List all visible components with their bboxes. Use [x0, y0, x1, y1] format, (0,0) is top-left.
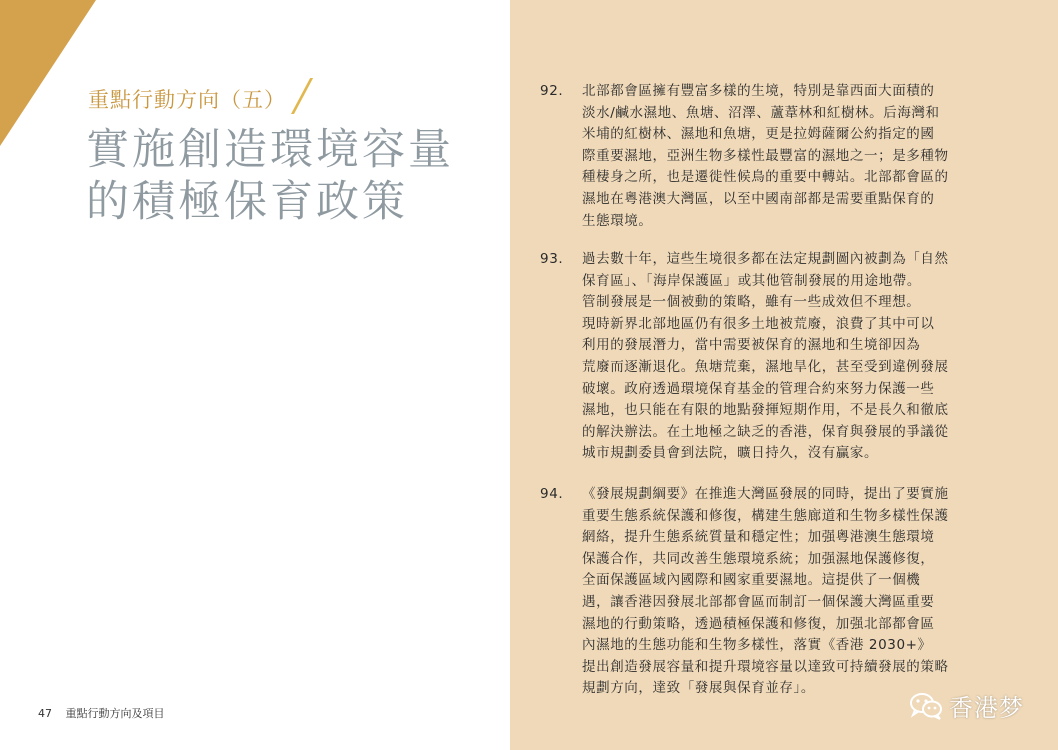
watermark [909, 688, 1024, 723]
paragraph-line: 提出創造發展容量和提升環境容量以達致可持續發展的策略 [582, 658, 949, 675]
paragraph-line: 種棲身之所，也是遷徙性候鳥的重要中轉站。北部都會區的 [582, 169, 949, 186]
paragraph-line: 破壞。政府透過環境保育基金的管理合約來努力保護一些 [582, 380, 935, 397]
title-line: 的積極保育政策 [86, 177, 408, 227]
page-footer [38, 705, 165, 721]
paragraph-line: 生態環境。 [582, 212, 653, 229]
gold-corner-triangle [0, 0, 96, 146]
paragraph-line: 際重要濕地，亞洲生物多樣性最豐富的濕地之一；是多種物 [582, 147, 949, 164]
paragraph-line: 《發展規劃綱要》在推進大灣區發展的同時，提出了要實施 [582, 486, 949, 502]
paragraph-line: 淡水/鹹水濕地、魚塘、沼澤、蘆葦林和紅樹林。后海灣和 [582, 104, 940, 121]
paragraph-line: 荒廢而逐漸退化。魚塘荒棄，濕地旱化，甚至受到違例發展 [582, 358, 949, 375]
title-line: 實施創造環境容量 [86, 125, 454, 175]
paragraph-92 [540, 81, 972, 232]
paragraph-number: 93. [540, 251, 564, 267]
paragraph-line: 利用的發展潛力，當中需要被保育的濕地和生境卻因為 [582, 337, 921, 354]
footer-section-name: 重點行動方向及項目 [65, 707, 165, 720]
paragraph-line: 規劃方向，達致「發展與保育並存」。 [582, 680, 815, 697]
page-number: 47 [38, 707, 52, 720]
paragraph-line: 遇，讓香港因發展北部都會區而制訂一個保護大灣區重要 [582, 593, 935, 610]
paragraph-line: 現時新界北部地區仍有很多土地被荒廢，浪費了其中可以 [582, 315, 935, 332]
watermark-text: 香港梦 [949, 694, 1024, 722]
paragraph-line: 的解決辦法。在土地極之缺乏的香港，保育與發展的爭議從 [582, 423, 949, 440]
left-page [0, 0, 510, 750]
paragraph-93 [540, 249, 972, 465]
wechat-icon [909, 692, 943, 720]
paragraph-line: 過去數十年，這些生境很多都在法定規劃圖內被劃為「自然 [582, 251, 949, 267]
paragraph-number: 92. [540, 83, 564, 99]
paragraph-line: 保護合作，共同改善生態環境系統；加强濕地保護修復， [582, 550, 935, 567]
paragraph-94 [540, 484, 972, 700]
paragraph-line: 保育區」、「海岸保護區」或其他管制發展的用途地帶。 [582, 272, 921, 289]
paragraph-line: 重要生態系統保護和修復，構建生態廊道和生物多樣性保護 [582, 507, 949, 524]
right-page [510, 0, 1058, 750]
paragraph-line: 網絡，提升生態系統質量和穩定性；加强粵港澳生態環境 [582, 529, 935, 546]
paragraph-number: 94. [540, 486, 564, 502]
paragraph-line: 濕地在粵港澳大灣區，以至中國南部都是需要重點保育的 [582, 190, 935, 207]
paragraph-line: 城市規劃委員會到法院，曠日持久，沒有贏家。 [582, 445, 879, 462]
paragraph-line: 米埔的紅樹林、濕地和魚塘，更是拉姆薩爾公約指定的國 [582, 126, 935, 143]
paragraph-line: 濕地，也只能在有限的地點發揮短期作用，不是長久和徹底 [582, 402, 949, 419]
paragraph-line: 濕地的行動策略，透過積極保護和修復，加强北部都會區 [582, 615, 935, 632]
paragraph-line: 全面保護區域內國際和國家重要濕地。這提供了一個機 [582, 572, 921, 589]
page-title [86, 124, 496, 228]
paragraph-line: 北部都會區擁有豐富多樣的生境，特別是靠西面大面積的 [582, 83, 935, 99]
slash-decoration [291, 78, 313, 114]
paragraph-line: 內濕地的生態功能和生物多樣性，落實《香港 2030+》 [582, 637, 932, 654]
section-label: 重點行動方向（五） [88, 88, 286, 112]
paragraph-line: 管制發展是一個被動的策略，雖有一些成效但不理想。 [582, 294, 921, 311]
